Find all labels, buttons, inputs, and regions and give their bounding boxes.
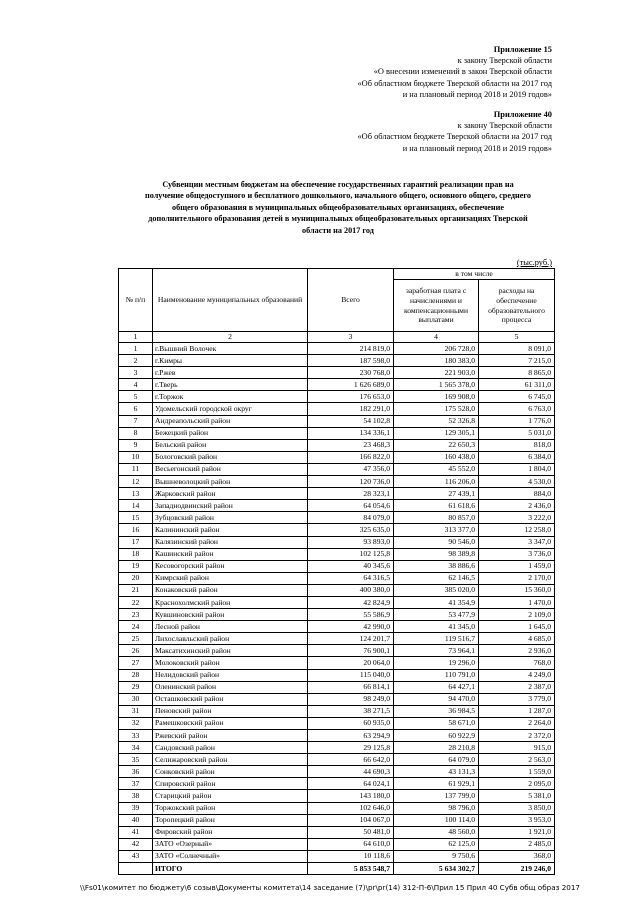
expenses-value: 6 763,0 (479, 403, 555, 415)
municipality-name: Спировский район (153, 778, 308, 790)
table-row (119, 439, 555, 451)
appendix-15-line: и на плановый период 2018 и 2019 годов» (402, 89, 552, 99)
expenses-value: 12 258,0 (479, 524, 555, 536)
salary-value: 5 634 302,7 (394, 863, 479, 875)
expenses-value: 368,0 (479, 850, 555, 862)
salary-value: 61 618,6 (394, 500, 479, 512)
total-value: 115 040,0 (308, 669, 394, 681)
salary-value: 180 383,0 (394, 355, 479, 367)
row-number: 22 (119, 596, 153, 608)
salary-value: 64 079,0 (394, 754, 479, 766)
municipality-name: Кесовогорский район (153, 560, 308, 572)
table-row (119, 560, 555, 572)
municipality-name: Оленинский район (153, 681, 308, 693)
title-line: области на 2017 год (302, 225, 374, 235)
table-row (119, 367, 555, 379)
total-value: 124 201,7 (308, 633, 394, 645)
expenses-value: 5 031,0 (479, 427, 555, 439)
row-number: 15 (119, 512, 153, 524)
expenses-value: 1 804,0 (479, 463, 555, 475)
expenses-value: 2 170,0 (479, 572, 555, 584)
table-row (119, 790, 555, 802)
total-value: 93 893,0 (308, 536, 394, 548)
expenses-value: 1 921,0 (479, 826, 555, 838)
salary-value: 110 791,0 (394, 669, 479, 681)
table-row (119, 548, 555, 560)
table-row (119, 500, 555, 512)
salary-value: 80 857,0 (394, 512, 479, 524)
expenses-value: 3 736,0 (479, 548, 555, 560)
expenses-value: 2 436,0 (479, 500, 555, 512)
row-number: 10 (119, 451, 153, 463)
salary-value: 41 345,0 (394, 621, 479, 633)
municipality-name: Конаковский район (153, 584, 308, 596)
table-row (119, 536, 555, 548)
municipality-name: Максатихинский район (153, 645, 308, 657)
column-number: 5 (479, 332, 555, 343)
table-row (119, 488, 555, 500)
expenses-value: 2 387,0 (479, 681, 555, 693)
total-value: 98 249,0 (308, 693, 394, 705)
salary-value: 175 528,0 (394, 403, 479, 415)
salary-value: 129 305,1 (394, 427, 479, 439)
subventions-table (118, 268, 555, 875)
expenses-value: 6 745,0 (479, 391, 555, 403)
row-number: 36 (119, 766, 153, 778)
municipality-name: г.Ржев (153, 367, 308, 379)
salary-value: 98 389,8 (394, 548, 479, 560)
row-number: 7 (119, 415, 153, 427)
municipality-name: ЗАТО «Озерный» (153, 838, 308, 850)
salary-value: 116 206,0 (394, 476, 479, 488)
appendix-40-line: к закону Тверской области (457, 121, 552, 131)
municipality-name: Сонковский район (153, 766, 308, 778)
total-value: 63 294,9 (308, 730, 394, 742)
table-row (119, 343, 555, 355)
row-number: 37 (119, 778, 153, 790)
table-row (119, 379, 555, 391)
expenses-value: 61 311,0 (479, 379, 555, 391)
row-number: 43 (119, 850, 153, 862)
total-value: 54 102,8 (308, 415, 394, 427)
expenses-value: 1 645,0 (479, 621, 555, 633)
table-row (119, 609, 555, 621)
table-row (119, 802, 555, 814)
expenses-value: 2 563,0 (479, 754, 555, 766)
salary-value: 48 560,0 (394, 826, 479, 838)
table-row (119, 657, 555, 669)
table-row (119, 693, 555, 705)
header-num: № п/п (119, 269, 153, 332)
header-expenses: расходы на обеспечение образовательного процесса (479, 280, 555, 332)
header-total: Всего (308, 269, 394, 332)
row-number: 9 (119, 439, 153, 451)
row-number: 6 (119, 403, 153, 415)
header-name: Наименование муниципальных образований (153, 269, 308, 332)
salary-value: 22 650,3 (394, 439, 479, 451)
expenses-value: 2 095,0 (479, 778, 555, 790)
expenses-value: 2 264,0 (479, 717, 555, 729)
row-number: 3 (119, 367, 153, 379)
municipality-name: Весьегонский район (153, 463, 308, 475)
row-number: 23 (119, 609, 153, 621)
municipality-name: Вышневолоцкий район (153, 476, 308, 488)
salary-value: 19 296,0 (394, 657, 479, 669)
salary-value: 61 929,1 (394, 778, 479, 790)
table-row (119, 451, 555, 463)
row-number: 26 (119, 645, 153, 657)
total-value: 76 900,1 (308, 645, 394, 657)
row-number: 12 (119, 476, 153, 488)
total-value: 64 316,5 (308, 572, 394, 584)
expenses-value: 6 384,0 (479, 451, 555, 463)
total-value: 187 598,0 (308, 355, 394, 367)
municipality-name: г.Торжок (153, 391, 308, 403)
title-line: получение общедоступного и бесплатного дошкольного, начального общего, основного общего, среднего (145, 191, 531, 201)
municipality-name: Бежецкий район (153, 427, 308, 439)
municipality-name: Торжокский район (153, 802, 308, 814)
expenses-value: 1 287,0 (479, 705, 555, 717)
column-number: 2 (153, 332, 308, 343)
table-row (119, 681, 555, 693)
total-value: 64 054,6 (308, 500, 394, 512)
total-value: 42 990,0 (308, 621, 394, 633)
document-title (118, 179, 558, 236)
title-line: общего образования в муниципальных общеобразовательных организациях, обеспечение (172, 202, 504, 212)
table-row (119, 778, 555, 790)
appendix-40-line: и на плановый период 2018 и 2019 годов» (402, 143, 552, 153)
table-row (119, 766, 555, 778)
salary-value: 94 470,0 (394, 693, 479, 705)
salary-value: 53 477,9 (394, 609, 479, 621)
salary-value: 58 671,0 (394, 717, 479, 729)
expenses-value: 2 109,0 (479, 609, 555, 621)
title-line: Субвенции местным бюджетам на обеспечение государственных гарантий реализации прав на (162, 180, 514, 189)
row-number: 27 (119, 657, 153, 669)
total-value: 1 626 689,0 (308, 379, 394, 391)
table-row (119, 669, 555, 681)
expenses-value: 5 381,0 (479, 790, 555, 802)
expenses-value: 3 850,0 (479, 802, 555, 814)
column-number: 1 (119, 332, 153, 343)
municipality-name: Старицкий район (153, 790, 308, 802)
municipality-name: Удомельский городской округ (153, 403, 308, 415)
table-row (119, 645, 555, 657)
municipality-name: Молоковский район (153, 657, 308, 669)
expenses-value: 3 779,0 (479, 693, 555, 705)
row-number: 40 (119, 814, 153, 826)
total-value: 50 481,0 (308, 826, 394, 838)
salary-value: 27 439,1 (394, 488, 479, 500)
appendix-15-title: Приложение 15 (493, 45, 552, 54)
expenses-value: 1 470,0 (479, 596, 555, 608)
expenses-value: 3 953,0 (479, 814, 555, 826)
appendix-40-line: «Об областном бюджете Тверской области на 2017 год (357, 132, 552, 142)
table-row (119, 826, 555, 838)
expenses-value: 4 685,0 (479, 633, 555, 645)
table-row (119, 717, 555, 729)
salary-value: 36 984,5 (394, 705, 479, 717)
column-number: 3 (308, 332, 394, 343)
table-body (119, 332, 555, 875)
row-number: 35 (119, 754, 153, 766)
table-row (119, 403, 555, 415)
total-value: 102 646,0 (308, 802, 394, 814)
expenses-value: 884,0 (479, 488, 555, 500)
row-number (119, 863, 153, 875)
expenses-value: 3 347,0 (479, 536, 555, 548)
total-value: 104 067,0 (308, 814, 394, 826)
table-row (119, 524, 555, 536)
table-row (119, 621, 555, 633)
table-row (119, 584, 555, 596)
salary-value: 62 125,0 (394, 838, 479, 850)
total-value: 44 690,3 (308, 766, 394, 778)
expenses-value: 1 776,0 (479, 415, 555, 427)
expenses-value: 7 215,0 (479, 355, 555, 367)
salary-value: 60 922,9 (394, 730, 479, 742)
salary-value: 73 964,1 (394, 645, 479, 657)
table-row (119, 355, 555, 367)
row-number: 38 (119, 790, 153, 802)
row-number: 5 (119, 391, 153, 403)
expenses-value: 915,0 (479, 742, 555, 754)
total-value: 64 024,1 (308, 778, 394, 790)
total-value: 400 380,0 (308, 584, 394, 596)
total-value: 102 125,8 (308, 548, 394, 560)
municipality-name: Осташковский район (153, 693, 308, 705)
appendix-40-title: Приложение 40 (493, 110, 552, 119)
total-value: 60 935,0 (308, 717, 394, 729)
table-row (119, 427, 555, 439)
salary-value: 1 565 378,0 (394, 379, 479, 391)
row-number: 21 (119, 584, 153, 596)
salary-value: 100 114,0 (394, 814, 479, 826)
row-number: 24 (119, 621, 153, 633)
total-value: 166 822,0 (308, 451, 394, 463)
salary-value: 160 438,0 (394, 451, 479, 463)
municipality-name: Кимрский район (153, 572, 308, 584)
total-value: 84 079,0 (308, 512, 394, 524)
row-number: 8 (119, 427, 153, 439)
total-value: 120 736,0 (308, 476, 394, 488)
row-number: 31 (119, 705, 153, 717)
row-number: 33 (119, 730, 153, 742)
expenses-value: 3 222,0 (479, 512, 555, 524)
expenses-value: 1 559,0 (479, 766, 555, 778)
table-row (119, 596, 555, 608)
salary-value: 119 516,7 (394, 633, 479, 645)
salary-value: 169 908,0 (394, 391, 479, 403)
salary-value: 45 552,0 (394, 463, 479, 475)
salary-value: 62 146,5 (394, 572, 479, 584)
row-number: 19 (119, 560, 153, 572)
expenses-value: 818,0 (479, 439, 555, 451)
municipality-name: Андреапольский район (153, 415, 308, 427)
row-number: 1 (119, 343, 153, 355)
row-number: 13 (119, 488, 153, 500)
table-row (119, 633, 555, 645)
total-value: 40 345,6 (308, 560, 394, 572)
expenses-value: 15 360,0 (479, 584, 555, 596)
municipality-name: Фировский район (153, 826, 308, 838)
total-value: 182 291,0 (308, 403, 394, 415)
total-value: 55 586,9 (308, 609, 394, 621)
row-number: 34 (119, 742, 153, 754)
table-row (119, 391, 555, 403)
municipality-name: ИТОГО (153, 863, 308, 875)
total-value: 42 824,9 (308, 596, 394, 608)
expenses-value: 2 372,0 (479, 730, 555, 742)
table-row (119, 814, 555, 826)
table-row (119, 754, 555, 766)
appendix-40-header (357, 109, 552, 154)
municipality-name: Зубцовский район (153, 512, 308, 524)
total-value: 66 814,1 (308, 681, 394, 693)
salary-value: 221 903,0 (394, 367, 479, 379)
appendix-15-line: к закону Тверской области (457, 56, 552, 66)
municipality-name: г.Кимры (153, 355, 308, 367)
row-number: 2 (119, 355, 153, 367)
total-value: 38 271,5 (308, 705, 394, 717)
row-number: 20 (119, 572, 153, 584)
row-number: 30 (119, 693, 153, 705)
table-row (119, 742, 555, 754)
municipality-name: Жарковский район (153, 488, 308, 500)
total-value: 134 336,1 (308, 427, 394, 439)
municipality-name: Нелидовский район (153, 669, 308, 681)
row-number: 18 (119, 548, 153, 560)
table-row (119, 838, 555, 850)
salary-value: 9 750,6 (394, 850, 479, 862)
row-number: 28 (119, 669, 153, 681)
expenses-value: 219 246,0 (479, 863, 555, 875)
column-number: 4 (394, 332, 479, 343)
expenses-value: 8 865,0 (479, 367, 555, 379)
total-row (119, 863, 555, 875)
table-row (119, 463, 555, 475)
appendix-15-header (357, 44, 552, 100)
column-number-row (119, 332, 555, 343)
total-value: 176 653,0 (308, 391, 394, 403)
municipality-name: Лесной район (153, 621, 308, 633)
municipality-name: Кашинский район (153, 548, 308, 560)
expenses-value: 1 459,0 (479, 560, 555, 572)
municipality-name: Ржевский район (153, 730, 308, 742)
municipality-name: Рамешковский район (153, 717, 308, 729)
municipality-name: г.Вышний Волочек (153, 343, 308, 355)
total-value: 230 768,0 (308, 367, 394, 379)
total-value: 28 323,1 (308, 488, 394, 500)
municipality-name: Сандовский район (153, 742, 308, 754)
expenses-value: 2 936,0 (479, 645, 555, 657)
row-number: 11 (119, 463, 153, 475)
table-row (119, 476, 555, 488)
table-row (119, 705, 555, 717)
salary-value: 43 131,3 (394, 766, 479, 778)
salary-value: 137 799,0 (394, 790, 479, 802)
total-value: 64 610,0 (308, 838, 394, 850)
header-salary: заработная плата с начислениями и компенсационными выплатами (394, 280, 479, 332)
salary-value: 52 326,8 (394, 415, 479, 427)
row-number: 17 (119, 536, 153, 548)
total-value: 325 635,0 (308, 524, 394, 536)
table-row (119, 512, 555, 524)
municipality-name: Бологовский район (153, 451, 308, 463)
row-number: 16 (119, 524, 153, 536)
row-number: 25 (119, 633, 153, 645)
salary-value: 98 796,0 (394, 802, 479, 814)
table-row (119, 415, 555, 427)
row-number: 32 (119, 717, 153, 729)
municipality-name: Пеновский район (153, 705, 308, 717)
municipality-name: Кувшиновский район (153, 609, 308, 621)
municipality-name: Калининский район (153, 524, 308, 536)
municipality-name: Калязинский район (153, 536, 308, 548)
municipality-name: Лихославльский район (153, 633, 308, 645)
municipality-name: Западнодвинский район (153, 500, 308, 512)
total-value: 47 356,0 (308, 463, 394, 475)
appendix-15-line: «О внесении изменений в закон Тверской области (373, 67, 552, 77)
municipality-name: Бельский район (153, 439, 308, 451)
salary-value: 313 377,0 (394, 524, 479, 536)
municipality-name: Селижаровский район (153, 754, 308, 766)
row-number: 14 (119, 500, 153, 512)
municipality-name: Торопецкий район (153, 814, 308, 826)
total-value: 143 180,0 (308, 790, 394, 802)
salary-value: 64 427,1 (394, 681, 479, 693)
total-value: 10 118,6 (308, 850, 394, 862)
expenses-value: 768,0 (479, 657, 555, 669)
row-number: 39 (119, 802, 153, 814)
total-value: 20 064,0 (308, 657, 394, 669)
expenses-value: 4 530,0 (479, 476, 555, 488)
row-number: 29 (119, 681, 153, 693)
row-number: 42 (119, 838, 153, 850)
table-row (119, 850, 555, 862)
municipality-name: Краснохолмский район (153, 596, 308, 608)
total-value: 5 853 548,7 (308, 863, 394, 875)
salary-value: 41 354,9 (394, 596, 479, 608)
appendix-15-line: «Об областном бюджете Тверской области на 2017 год (357, 78, 552, 88)
total-value: 214 819,0 (308, 343, 394, 355)
expenses-value: 8 091,0 (479, 343, 555, 355)
unit-label: (тыс.руб.) (516, 258, 552, 267)
total-value: 29 125,8 (308, 742, 394, 754)
table-row (119, 572, 555, 584)
expenses-value: 2 485,0 (479, 838, 555, 850)
file-path-footer: \\Fs01\комитет по бюджету\6 созыв\Документы комитета\14 заседание (7)\pr\pr(14) 312-П-6\Прил 15 Прил 40 Субв общ образ 2017 (80, 883, 580, 892)
total-value: 66 642,0 (308, 754, 394, 766)
total-value: 23 468,3 (308, 439, 394, 451)
municipality-name: г.Тверь (153, 379, 308, 391)
salary-value: 28 210,8 (394, 742, 479, 754)
salary-value: 206 728,0 (394, 343, 479, 355)
salary-value: 90 546,0 (394, 536, 479, 548)
table-row (119, 730, 555, 742)
municipality-name: ЗАТО «Солнечный» (153, 850, 308, 862)
salary-value: 385 020,0 (394, 584, 479, 596)
expenses-value: 4 249,0 (479, 669, 555, 681)
row-number: 41 (119, 826, 153, 838)
header-including: в том числе (394, 269, 555, 280)
row-number: 4 (119, 379, 153, 391)
title-line: дополнительного образования детей в муниципальных общеобразовательных организациях Тверской (148, 214, 528, 224)
salary-value: 38 886,6 (394, 560, 479, 572)
